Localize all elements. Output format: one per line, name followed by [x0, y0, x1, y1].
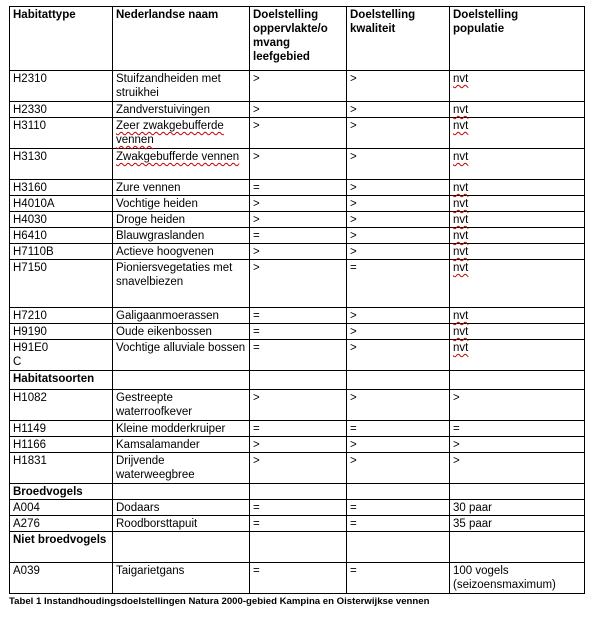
header-doelstelling-populatie: Doelstelling populatie	[450, 7, 585, 71]
cell-goal-area: >	[250, 71, 347, 102]
cell-habitat-code: H1166	[10, 437, 113, 453]
cell-habitat-code: H3160	[10, 180, 113, 196]
table-row	[10, 421, 585, 437]
table-row	[10, 244, 585, 260]
cell-dutch-name: Zure vennen	[113, 180, 250, 196]
cell-habitat-code: H9190	[10, 324, 113, 340]
empty-cell	[113, 484, 250, 500]
cell-goal-area: >	[250, 453, 347, 484]
cell-goal-population: nvt	[450, 180, 585, 196]
table-row	[10, 102, 585, 118]
empty-cell	[450, 484, 585, 500]
cell-goal-quality: >	[347, 390, 450, 421]
cell-habitat-code: H4030	[10, 212, 113, 228]
cell-dutch-name: Kleine modderkruiper	[113, 421, 250, 437]
cell-goal-area: >	[250, 212, 347, 228]
cell-goal-quality: >	[347, 244, 450, 260]
section-title: Broedvogels	[10, 484, 113, 500]
cell-dutch-name: Zandverstuivingen	[113, 102, 250, 118]
section-row	[10, 484, 585, 500]
cell-goal-population: 30 paar	[450, 500, 585, 516]
cell-habitat-code: H1082	[10, 390, 113, 421]
cell-goal-population: nvt	[450, 212, 585, 228]
cell-goal-population: nvt	[450, 308, 585, 324]
empty-cell	[347, 484, 450, 500]
cell-habitat-code: H1831	[10, 453, 113, 484]
cell-habitat-code: H7210	[10, 308, 113, 324]
table-row	[10, 453, 585, 484]
cell-goal-area: =	[250, 228, 347, 244]
empty-cell	[450, 371, 585, 390]
table-body	[10, 71, 585, 594]
cell-habitat-code: H7150	[10, 260, 113, 308]
cell-goal-quality: =	[347, 260, 450, 308]
cell-goal-quality: >	[347, 180, 450, 196]
section-row	[10, 532, 585, 563]
cell-goal-quality: >	[347, 118, 450, 149]
cell-goal-area: =	[250, 563, 347, 594]
cell-dutch-name: Taigarietgans	[113, 563, 250, 594]
cell-dutch-name: Dodaars	[113, 500, 250, 516]
cell-dutch-name: Roodborsttapuit	[113, 516, 250, 532]
cell-goal-area: >	[250, 390, 347, 421]
table-row	[10, 324, 585, 340]
cell-dutch-name: Galigaanmoerassen	[113, 308, 250, 324]
cell-goal-population: nvt	[450, 196, 585, 212]
cell-dutch-name: Oude eikenbossen	[113, 324, 250, 340]
cell-goal-area: =	[250, 324, 347, 340]
header-doelstelling-oppervlakte: Doelstelling oppervlakte/o mvang leefgebied	[250, 7, 347, 71]
cell-habitat-code: H6410	[10, 228, 113, 244]
cell-habitat-code: A004	[10, 500, 113, 516]
empty-cell	[250, 484, 347, 500]
cell-goal-area: =	[250, 500, 347, 516]
cell-goal-population: nvt	[450, 340, 585, 371]
cell-goal-population: nvt	[450, 228, 585, 244]
empty-cell	[113, 371, 250, 390]
cell-dutch-name: Vochtige heiden	[113, 196, 250, 212]
cell-dutch-name: Kamsalamander	[113, 437, 250, 453]
cell-goal-area: =	[250, 421, 347, 437]
cell-goal-quality: >	[347, 453, 450, 484]
table-caption: Tabel 1 Instandhoudingsdoelstellingen Natura 2000-gebied Kampina en Oisterwijkse vennen	[9, 596, 430, 607]
cell-goal-population: nvt	[450, 71, 585, 102]
empty-cell	[250, 532, 347, 563]
table-row	[10, 149, 585, 180]
cell-goal-quality: =	[347, 421, 450, 437]
cell-habitat-code: H3110	[10, 118, 113, 149]
table-row	[10, 390, 585, 421]
cell-goal-area: =	[250, 516, 347, 532]
cell-goal-population: nvt	[450, 244, 585, 260]
table-row	[10, 308, 585, 324]
cell-goal-area: >	[250, 102, 347, 118]
cell-goal-quality: >	[347, 437, 450, 453]
cell-goal-area: =	[250, 308, 347, 324]
cell-goal-quality: >	[347, 102, 450, 118]
header-doelstelling-kwaliteit: Doelstelling kwaliteit	[347, 7, 450, 71]
cell-dutch-name: Zeer zwakgebufferde vennen	[113, 118, 250, 149]
cell-goal-quality: >	[347, 149, 450, 180]
cell-goal-quality: >	[347, 212, 450, 228]
header-habitattype: Habitattype	[10, 7, 113, 71]
table-row	[10, 118, 585, 149]
cell-habitat-code: A039	[10, 563, 113, 594]
goals-table	[9, 6, 585, 594]
table-row	[10, 500, 585, 516]
empty-cell	[347, 371, 450, 390]
table-row	[10, 180, 585, 196]
cell-habitat-code: H1149	[10, 421, 113, 437]
cell-habitat-code: H2310	[10, 71, 113, 102]
cell-habitat-code: H4010A	[10, 196, 113, 212]
cell-habitat-code: A276	[10, 516, 113, 532]
empty-cell	[113, 532, 250, 563]
cell-goal-area: >	[250, 244, 347, 260]
cell-goal-quality: =	[347, 516, 450, 532]
cell-habitat-code: H3130	[10, 149, 113, 180]
table-row	[10, 260, 585, 308]
cell-goal-area: >	[250, 437, 347, 453]
cell-goal-population: =	[450, 421, 585, 437]
cell-goal-population: nvt	[450, 149, 585, 180]
cell-goal-population: >	[450, 390, 585, 421]
cell-goal-population: nvt	[450, 102, 585, 118]
cell-goal-quality: >	[347, 324, 450, 340]
table-row	[10, 340, 585, 371]
empty-cell	[347, 532, 450, 563]
cell-goal-population: 35 paar	[450, 516, 585, 532]
cell-habitat-code: H91E0 C	[10, 340, 113, 371]
cell-goal-area: >	[250, 118, 347, 149]
cell-habitat-code: H2330	[10, 102, 113, 118]
table-row	[10, 563, 585, 594]
table-header-row	[10, 7, 585, 71]
cell-goal-quality: >	[347, 228, 450, 244]
cell-goal-quality: >	[347, 71, 450, 102]
cell-habitat-code: H7110B	[10, 244, 113, 260]
table-row	[10, 437, 585, 453]
cell-goal-quality: >	[347, 196, 450, 212]
cell-goal-population: nvt	[450, 260, 585, 308]
cell-dutch-name: Blauwgraslanden	[113, 228, 250, 244]
table-row	[10, 516, 585, 532]
cell-goal-quality: =	[347, 500, 450, 516]
cell-goal-population: 100 vogels (seizoensmaximum)	[450, 563, 585, 594]
cell-goal-quality: =	[347, 563, 450, 594]
cell-goal-area: >	[250, 149, 347, 180]
cell-goal-population: >	[450, 453, 585, 484]
cell-goal-quality: >	[347, 308, 450, 324]
table-row	[10, 212, 585, 228]
cell-dutch-name: Droge heiden	[113, 212, 250, 228]
cell-goal-area: >	[250, 260, 347, 308]
table-row	[10, 228, 585, 244]
cell-goal-quality: >	[347, 340, 450, 371]
cell-goal-population: >	[450, 437, 585, 453]
section-title: Habitatsoorten	[10, 371, 113, 390]
empty-cell	[250, 371, 347, 390]
section-row	[10, 371, 585, 390]
cell-goal-area: >	[250, 196, 347, 212]
cell-dutch-name: Pioniersvegetaties met snavelbiezen	[113, 260, 250, 308]
cell-dutch-name: Vochtige alluviale bossen	[113, 340, 250, 371]
document-page	[9, 6, 584, 608]
section-title: Niet broedvogels	[10, 532, 113, 563]
cell-dutch-name: Drijvende waterweegbree	[113, 453, 250, 484]
table-row	[10, 196, 585, 212]
cell-dutch-name: Stuifzandheiden met struikhei	[113, 71, 250, 102]
cell-goal-population: nvt	[450, 118, 585, 149]
cell-goal-area: =	[250, 340, 347, 371]
cell-goal-area: =	[250, 180, 347, 196]
cell-dutch-name: Actieve hoogvenen	[113, 244, 250, 260]
cell-dutch-name: Zwakgebufferde vennen	[113, 149, 250, 180]
empty-cell	[450, 532, 585, 563]
cell-dutch-name: Gestreepte waterroofkever	[113, 390, 250, 421]
header-nederlandse-naam: Nederlandse naam	[113, 7, 250, 71]
cell-goal-population: nvt	[450, 324, 585, 340]
table-row	[10, 71, 585, 102]
